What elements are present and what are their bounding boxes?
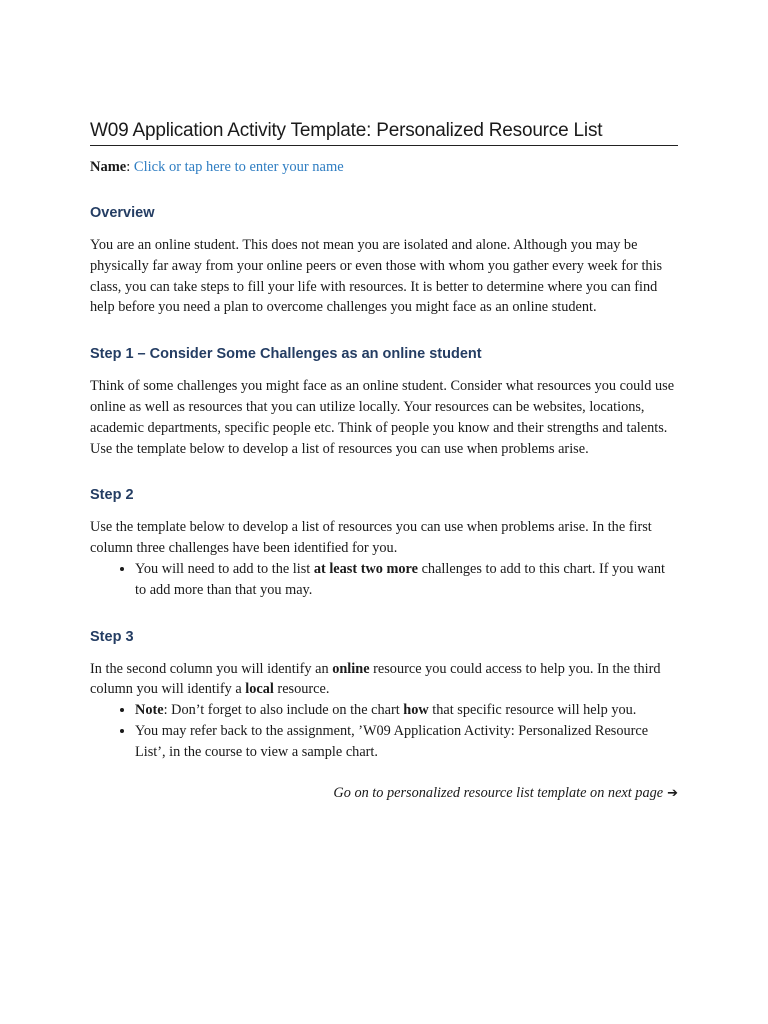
overview-heading: Overview — [90, 205, 155, 221]
step2-bullet-1 — [135, 559, 678, 601]
next-page-text: Go on to personalized resource list template on next page — [333, 784, 664, 801]
step3-bullet-1-text-end: that specific resource will help you. — [428, 702, 637, 719]
document-page — [90, 118, 678, 804]
name-input-field[interactable]: Click or tap here to enter your name — [133, 159, 344, 175]
step3-text-3: resource. — [273, 681, 330, 698]
step1-paragraph: Think of some challenges you might face as an online student. Consider what resources you could use online as well as resources that you can utilize locally. Your resources can be websites, locations, academic departments, specific people etc. Think of people you know and their strengths and talents. Use the template below to develop a list of resources you can use when problems arise. — [90, 378, 675, 457]
step2-paragraph: Use the template below to develop a list of resources you can use when problems arise. In the first column three challenges have been identified for you. — [90, 519, 652, 557]
step2-bullet-1-text-end: challenges to add to this chart. If you want to add more than that you may. — [135, 560, 665, 598]
step3-heading: Step 3 — [90, 628, 134, 645]
arrow-right-icon: ➔ — [667, 785, 678, 801]
step3-bullet-list — [90, 700, 678, 762]
step3-bullet-1 — [135, 700, 678, 721]
step1-heading: Step 1 – Consider Some Challenges as an online student — [90, 346, 482, 363]
step3-text-2: resource you could access to help you. In the third column you will identify a — [90, 660, 661, 698]
step3-bullet-1-text: : Don’t forget to also include on the chart — [163, 702, 404, 719]
step3-bullet-1-note: Note — [135, 702, 164, 719]
step3-bullet-2: • You may refer back to the assignment, ’W09 Application Activity: Personalized Resource List’, in the course to view a sample chart. — [135, 721, 678, 763]
step3-bold-local: local — [245, 681, 274, 698]
step3-bold-online: online — [332, 660, 370, 677]
step3-bullet-1-bold-how: how — [403, 702, 429, 719]
step2-bullet-1-text: You will need to add to the list — [135, 560, 314, 577]
step2-bullet-list — [90, 559, 678, 601]
document-title: W09 Application Activity Template: Personalized Resource List — [90, 118, 678, 146]
name-line — [90, 157, 678, 177]
step2-bullet-1-bold: at least two more — [313, 560, 418, 577]
step3-text-1: In the second column you will identify an — [90, 660, 333, 677]
name-colon: : — [126, 159, 131, 175]
next-page-note — [90, 783, 678, 804]
step3-paragraph — [90, 659, 678, 701]
step2-heading: Step 2 — [90, 487, 134, 504]
overview-paragraph: You are an online student. This does not mean you are isolated and alone. Although you may be physically far away from your online peers or even those with whom you gather every week for this class, you can take steps to fill your life with resources. It is better to determine where you can find help before you need a plan to overcome challenges you might face as an online student. — [90, 237, 663, 316]
name-label: Name — [90, 159, 127, 175]
